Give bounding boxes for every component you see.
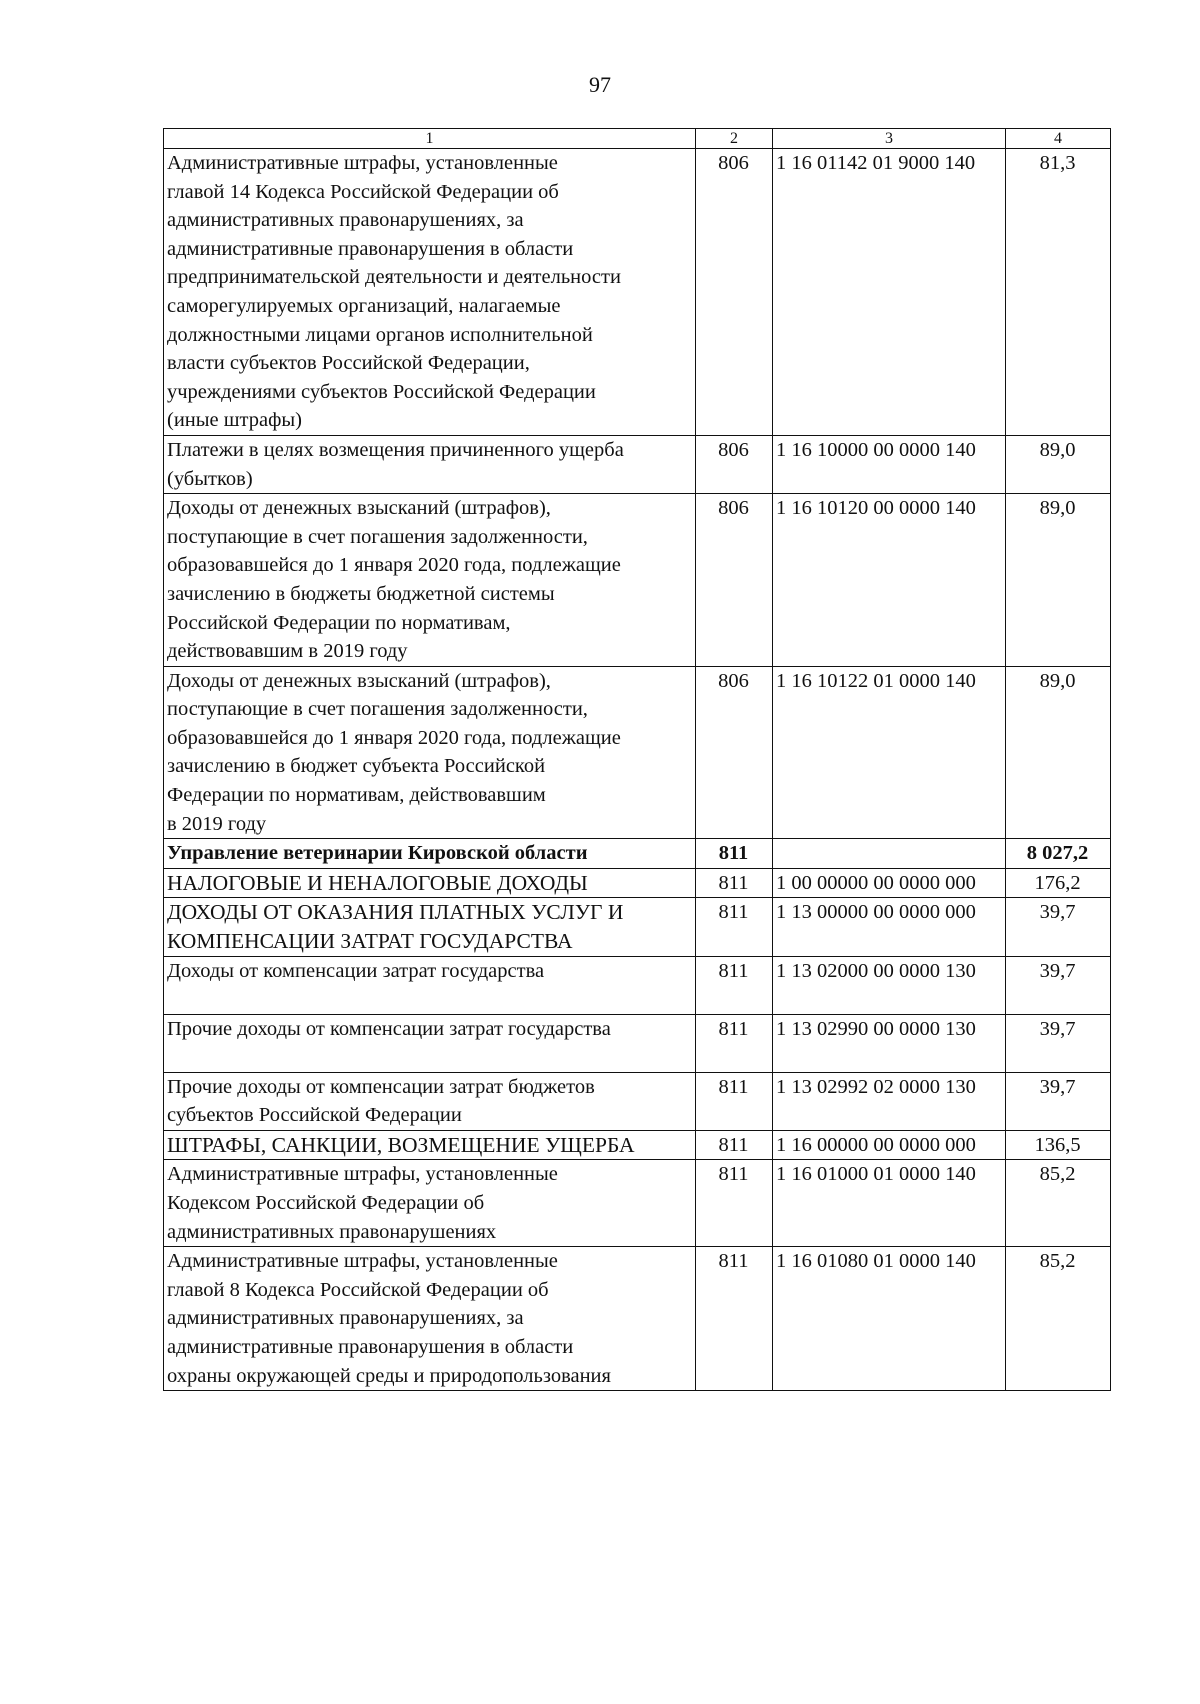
- admin-code: 811: [696, 1072, 773, 1130]
- table-row: [164, 1014, 1111, 1072]
- column-number-2: 2: [696, 129, 773, 149]
- amount: 85,2: [1006, 1160, 1111, 1247]
- amount: 39,7: [1006, 956, 1111, 1014]
- table-row: [164, 494, 1111, 667]
- budget-classification-code: 1 16 01142 01 9000 140: [773, 149, 1006, 436]
- admin-code: 806: [696, 435, 773, 493]
- admin-code: 811: [696, 1130, 773, 1160]
- row-name: Прочие доходы от компенсации затрат бюджетов субъектов Российской Федерации: [164, 1072, 696, 1130]
- table-body: [164, 149, 1111, 1391]
- row-name: Административные штрафы, установленные главой 14 Кодекса Российской Федерации об административных правонарушениях, за административные правонарушения в области предпринимательской деятельности и деятельности саморегулируемых организаций, налагаемые должностными лицами органов исполнительной власти субъектов Российской Федерации, учреждениями субъектов Российской Федерации (иные штрафы): [164, 149, 696, 436]
- admin-code: 806: [696, 149, 773, 436]
- row-name: Административные штрафы, установленные главой 8 Кодекса Российской Федерации об административных правонарушениях, за административные правонарушения в области охраны окружающей среды и природопользования: [164, 1247, 696, 1391]
- row-name: Административные штрафы, установленные Кодексом Российской Федерации об административных правонарушениях: [164, 1160, 696, 1247]
- table-row: [164, 1247, 1111, 1391]
- amount: 39,7: [1006, 1014, 1111, 1072]
- table-row-section: [164, 1130, 1111, 1160]
- table-row: [164, 666, 1111, 839]
- budget-classification-code: 1 16 01000 01 0000 140: [773, 1160, 1006, 1247]
- amount: 85,2: [1006, 1247, 1111, 1391]
- admin-code: 811: [696, 1014, 773, 1072]
- budget-classification-code: [773, 839, 1006, 869]
- budget-classification-code: 1 13 02000 00 0000 130: [773, 956, 1006, 1014]
- amount: 39,7: [1006, 1072, 1111, 1130]
- row-name: Платежи в целях возмещения причиненного ущерба (убытков): [164, 435, 696, 493]
- row-name: ШТРАФЫ, САНКЦИИ, ВОЗМЕЩЕНИЕ УЩЕРБА: [164, 1130, 696, 1160]
- column-number-1: 1: [164, 129, 696, 149]
- table-row: [164, 1160, 1111, 1247]
- admin-code: 811: [696, 839, 773, 869]
- budget-classification-code: 1 13 02992 02 0000 130: [773, 1072, 1006, 1130]
- table-header: [164, 129, 1111, 149]
- row-name: Доходы от денежных взысканий (штрафов), поступающие в счет погашения задолженности, образовавшейся до 1 января 2020 года, подлежащие зачислению в бюджеты бюджетной системы Российской Федерации по нормативам, действовавшим в 2019 году: [164, 494, 696, 667]
- admin-code: 811: [696, 1247, 773, 1391]
- amount: 136,5: [1006, 1130, 1111, 1160]
- table-row-department: [164, 839, 1111, 869]
- admin-code: 811: [696, 898, 773, 956]
- admin-code: 806: [696, 494, 773, 667]
- page-number: 97: [589, 72, 611, 97]
- admin-code: 811: [696, 1160, 773, 1247]
- admin-code: 806: [696, 666, 773, 839]
- amount: 8 027,2: [1006, 839, 1111, 869]
- table-row-section: [164, 868, 1111, 898]
- row-name: Доходы от компенсации затрат государства: [164, 956, 696, 1014]
- row-name: НАЛОГОВЫЕ И НЕНАЛОГОВЫЕ ДОХОДЫ: [164, 868, 696, 898]
- amount: 89,0: [1006, 494, 1111, 667]
- budget-classification-code: 1 16 10120 00 0000 140: [773, 494, 1006, 667]
- table-row: [164, 149, 1111, 436]
- row-name: Доходы от денежных взысканий (штрафов), поступающие в счет погашения задолженности, образовавшейся до 1 января 2020 года, подлежащие зачислению в бюджет субъекта Российской Федерации по нормативам, действовавшим в 2019 году: [164, 666, 696, 839]
- budget-classification-code: 1 16 00000 00 0000 000: [773, 1130, 1006, 1160]
- column-number-4: 4: [1006, 129, 1111, 149]
- header-row: [164, 129, 1111, 149]
- row-name: ДОХОДЫ ОТ ОКАЗАНИЯ ПЛАТНЫХ УСЛУГ И КОМПЕНСАЦИИ ЗАТРАТ ГОСУДАРСТВА: [164, 898, 696, 956]
- row-name: Прочие доходы от компенсации затрат государства: [164, 1014, 696, 1072]
- table-row: [164, 1072, 1111, 1130]
- budget-classification-code: 1 16 10122 01 0000 140: [773, 666, 1006, 839]
- amount: 81,3: [1006, 149, 1111, 436]
- admin-code: 811: [696, 868, 773, 898]
- amount: 89,0: [1006, 435, 1111, 493]
- column-number-3: 3: [773, 129, 1006, 149]
- department-name: Управление ветеринарии Кировской области: [164, 839, 696, 869]
- budget-classification-code: 1 16 01080 01 0000 140: [773, 1247, 1006, 1391]
- admin-code: 811: [696, 956, 773, 1014]
- budget-classification-code: 1 00 00000 00 0000 000: [773, 868, 1006, 898]
- budget-classification-code: 1 16 10000 00 0000 140: [773, 435, 1006, 493]
- amount: 39,7: [1006, 898, 1111, 956]
- table-row: [164, 435, 1111, 493]
- revenue-table: [163, 128, 1111, 1391]
- amount: 176,2: [1006, 868, 1111, 898]
- amount: 89,0: [1006, 666, 1111, 839]
- table-row-section: [164, 898, 1111, 956]
- table-row: [164, 956, 1111, 1014]
- budget-classification-code: 1 13 02990 00 0000 130: [773, 1014, 1006, 1072]
- budget-classification-code: 1 13 00000 00 0000 000: [773, 898, 1006, 956]
